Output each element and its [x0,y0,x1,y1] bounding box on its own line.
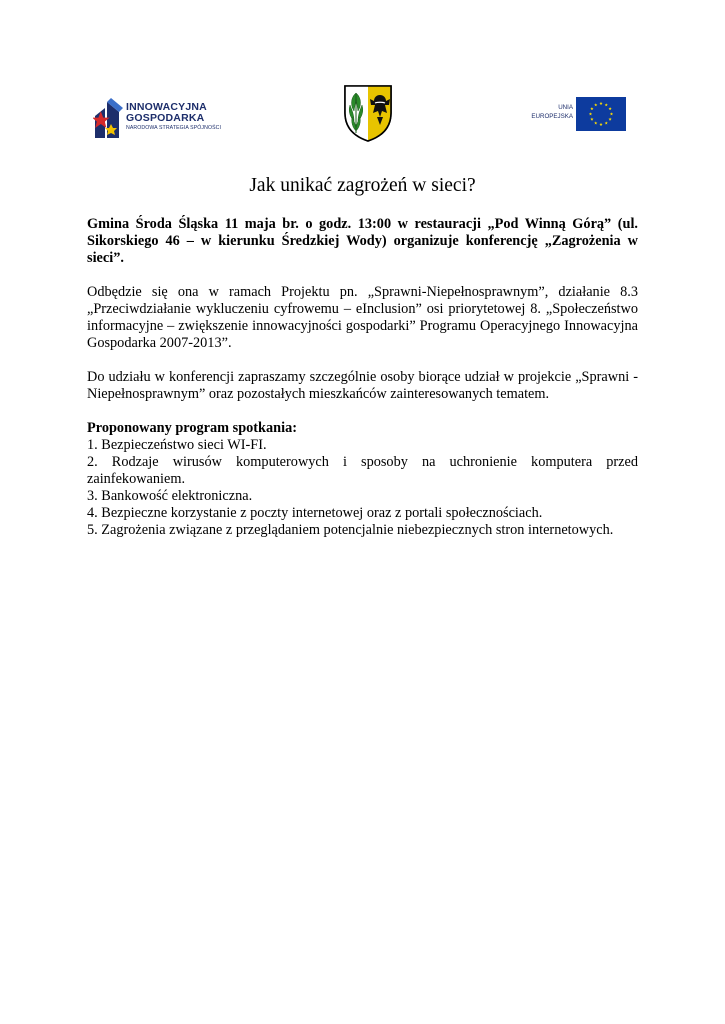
project-paragraph: Odbędzie się ona w ramach Projektu pn. „Sprawni-Niepełnosprawnym”, działanie 8.3 „Przeciwdziałanie wykluczeniu cyfrowemu – eInclusion” osi priorytetowej 8. „Społeczeństwo informacyjne – zwiększenie innowacyjności gospodarki” Programu Operacyjnego Innowacyjna Gospodarka 2007-2013”. [87,284,638,351]
program-item: 1. Bezpieczeństwo sieci WI-FI. [87,437,267,453]
program-item: 3. Bankowość elektroniczna. [87,488,253,504]
logo-innowacyjna-text: INNOWACYJNA [126,101,207,113]
program-heading: Proponowany program spotkania: [87,420,297,436]
page-title: Jak unikać zagrożeń w sieci? [249,175,476,196]
program-item: 4. Bezpieczne korzystanie z poczty internetowej oraz z portali społecznościach. [87,505,543,521]
innovation-star-icon [93,98,125,140]
logo-gospodarka-text: GOSPODARKA [126,112,205,124]
logo-header [0,0,725,160]
logo-strategy-text: NARODOWA STRATEGIA SPÓJNOŚCI [126,125,222,131]
innowacyjna-gospodarka-logo [93,98,233,140]
document-body [87,216,638,539]
program-item: 5. Zagrożenia związane z przeglądaniem potencjalnie niebezpiecznych stron internetowych. [87,522,614,538]
eu-text-line2: EUROPEJSKA [531,113,573,120]
eu-logo [525,96,627,132]
invitation-paragraph: Do udziału w konferencji zapraszamy szczególnie osoby biorące udział w projekcie „Sprawni - Niepełnosprawnym” oraz pozostałych mieszkańców zainteresowanych tematem. [87,369,638,402]
coat-of-arms-icon [342,83,394,143]
program-list [87,437,638,539]
program-item: 2. Rodzaje wirusów komputerowych i sposoby na uchronienie komputera przed zainfekowaniem. [87,454,638,487]
intro-paragraph: Gmina Środa Śląska 11 maja br. o godz. 13:00 w restauracji „Pod Winną Górą” (ul. Sikorskiego 46 – w kierunku Średzkiej Wody) organizuje konferencję „Zagrożenia w sieci”. [87,216,638,266]
eu-text-line1: UNIA [558,104,573,111]
eu-flag-icon [576,97,626,131]
